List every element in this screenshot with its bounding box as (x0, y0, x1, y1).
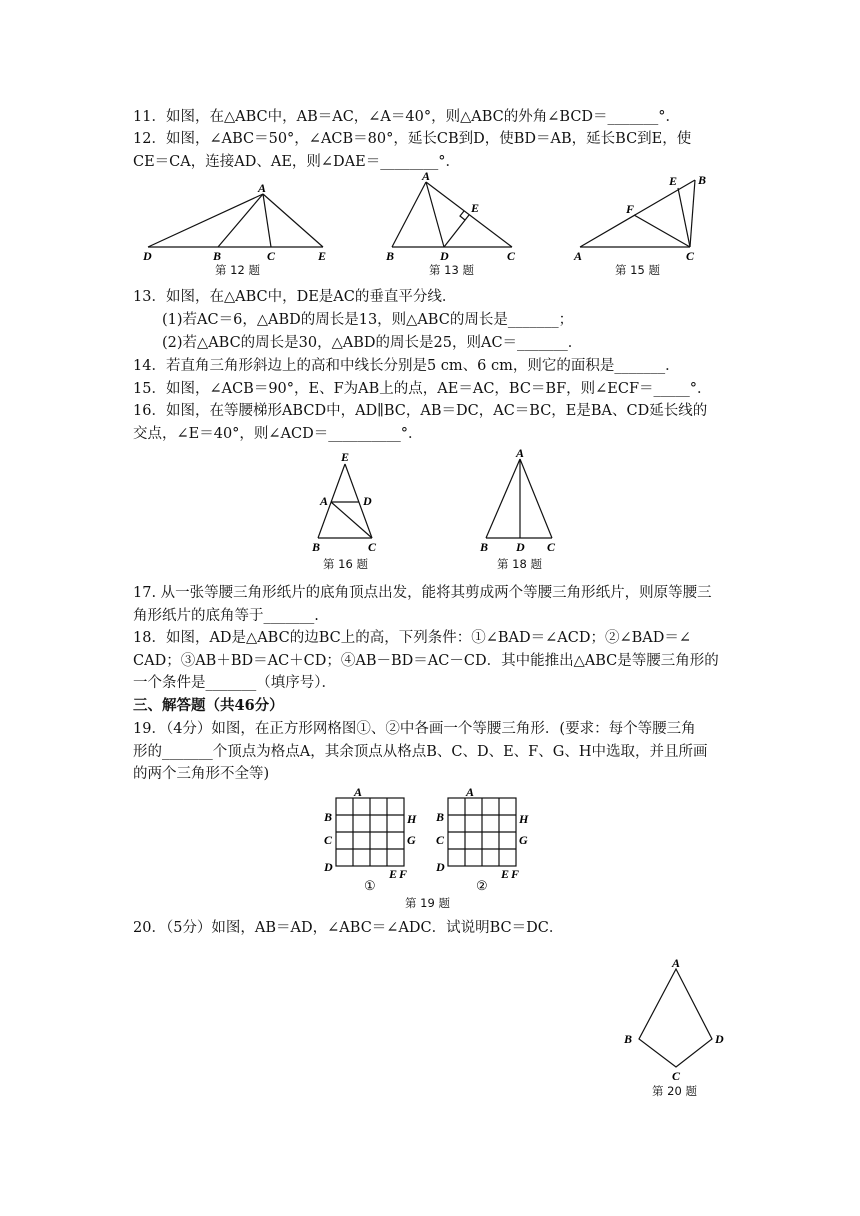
question-16-line1: 16．如图，在等腰梯形ABCD中，AD∥BC，AB＝DC，AC＝BC，E是BA、CD延长线的 (133, 403, 708, 419)
label-e: E (669, 174, 678, 188)
label-a: A (258, 181, 267, 195)
label-c: C (507, 249, 516, 262)
label-e: E (341, 450, 350, 464)
caption-figure-15: 第 15 题 (615, 263, 660, 277)
figure-18 (476, 447, 566, 554)
grid-1-label-a: A (354, 786, 363, 799)
caption-figure-18: 第 18 题 (497, 557, 542, 571)
label-c: C (547, 540, 556, 554)
label-d: D (363, 494, 372, 508)
label-b: B (312, 540, 321, 554)
question-18-line1: 18．如图，AD是△ABC的边BC上的高，下列条件：①∠BAD＝∠ACD；②∠BAD＝∠ (133, 630, 692, 646)
question-16-line2: 交点，∠E＝40°，则∠ACD＝__________°． (133, 426, 423, 442)
grid-2-label-h: H (519, 812, 529, 826)
question-13-part2: (2)若△ABC的周长是30，△ABD的周长是25，则AC＝_______． (162, 335, 583, 351)
label-d: D (440, 249, 449, 262)
caption-figure-19: 第 19 题 (405, 896, 450, 910)
grid-1-label-d: D (324, 860, 333, 874)
figure-15 (568, 170, 718, 262)
question-17-line1: 17. 从一张等腰三角形纸片的底角顶点出发，能将其剪成两个等腰三角形纸片，则原等腰三 (133, 585, 712, 601)
label-a: A (672, 956, 681, 970)
figure-19-grid-1 (318, 786, 418, 894)
label-e: E (318, 249, 327, 262)
caption-figure-12: 第 12 题 (215, 263, 260, 277)
label-c: C (267, 249, 276, 262)
figure-12 (140, 180, 335, 262)
figure-16 (308, 450, 393, 554)
label-c: C (368, 540, 377, 554)
label-c: C (686, 249, 695, 262)
grid-1-label-g: G (407, 833, 416, 847)
label-d: D (143, 249, 152, 262)
question-11: 11．如图，在△ABC中，AB＝AC，∠A＝40°，则△ABC的外角∠BCD＝_______°． (133, 109, 681, 125)
question-13-part1: (1)若AC＝6，△ABD的周长是13，则△ABC的周长是_______； (162, 312, 574, 328)
label-d: D (715, 1032, 724, 1046)
grid-2-label-d: D (436, 860, 445, 874)
question-14: 14．若直角三角形斜边上的高和中线长分别是5 cm、6 cm，则它的面积是_______． (133, 358, 680, 374)
label-b: B (698, 173, 707, 187)
question-19-line2: 形的_______个顶点为格点A，其余顶点从格点B、C、D、E、F、G、H中选取，并且所画 (133, 744, 708, 760)
question-19-line1: 19．（4分）如图，在正方形网格图①、②中各画一个等腰三角形．(要求：每个等腰三角 (133, 721, 696, 737)
question-19-line3: 的两个三角形不全等) (133, 766, 270, 782)
grid-2-label-a: A (466, 786, 475, 799)
grid-2-number: ② (476, 878, 488, 893)
label-a: A (574, 249, 583, 262)
grid-2-label-e: E (501, 867, 510, 881)
question-18-line2: CAD；③AB＋BD＝AC＋CD；④AB－BD＝AC－CD．其中能推出△ABC是等腰三角形的 (133, 653, 719, 669)
figure-19-grid-2 (430, 786, 530, 894)
question-17-line2: 角形纸片的底角等于_______. (133, 608, 319, 624)
label-b: B (480, 540, 489, 554)
section-heading: 三、解答题（共46分） (133, 697, 284, 714)
question-15: 15．如图，∠ACB＝90°，E、F为AB上的点，AE＝AC，BC＝BF，则∠ECF＝_____°． (133, 381, 712, 397)
question-12-line2: CE＝CA，连接AD、AE，则∠DAE＝________°． (133, 154, 460, 170)
figure-13 (382, 170, 522, 262)
caption-figure-13: 第 13 题 (429, 263, 474, 277)
grid-2-label-b: B (436, 810, 445, 824)
label-a: A (422, 170, 431, 183)
grid-1-label-b: B (324, 810, 333, 824)
grid-2-label-c: C (436, 833, 445, 847)
label-b: B (213, 249, 222, 262)
grid-1-number: ① (364, 878, 376, 893)
label-a: A (320, 494, 329, 508)
question-12-line1: 12．如图，∠ABC＝50°，∠ACB＝80°，延长CB到D，使BD＝AB，延长BC到E，使 (133, 131, 692, 147)
caption-figure-20: 第 20 题 (652, 1084, 697, 1098)
question-13: 13．如图，在△ABC中，DE是AC的垂直平分线． (133, 289, 457, 305)
grid-1-label-h: H (407, 812, 417, 826)
label-a: A (516, 447, 525, 460)
grid-2-label-g: G (519, 833, 528, 847)
label-d: D (516, 540, 525, 554)
grid-2-label-f: F (511, 867, 520, 881)
grid-1-label-f: F (399, 867, 408, 881)
label-f: F (626, 202, 635, 216)
label-b: B (386, 249, 395, 262)
question-18-line3: 一个条件是_______（填序号）． (133, 675, 336, 691)
figure-20 (620, 955, 735, 1083)
caption-figure-16: 第 16 题 (323, 557, 368, 571)
label-e: E (471, 201, 480, 215)
grid-1-label-c: C (324, 833, 333, 847)
question-20: 20．（5分）如图，AB＝AD，∠ABC＝∠ADC．试说明BC＝DC． (133, 920, 564, 936)
label-b: B (624, 1032, 633, 1046)
label-c: C (672, 1069, 681, 1083)
grid-1-label-e: E (389, 867, 398, 881)
